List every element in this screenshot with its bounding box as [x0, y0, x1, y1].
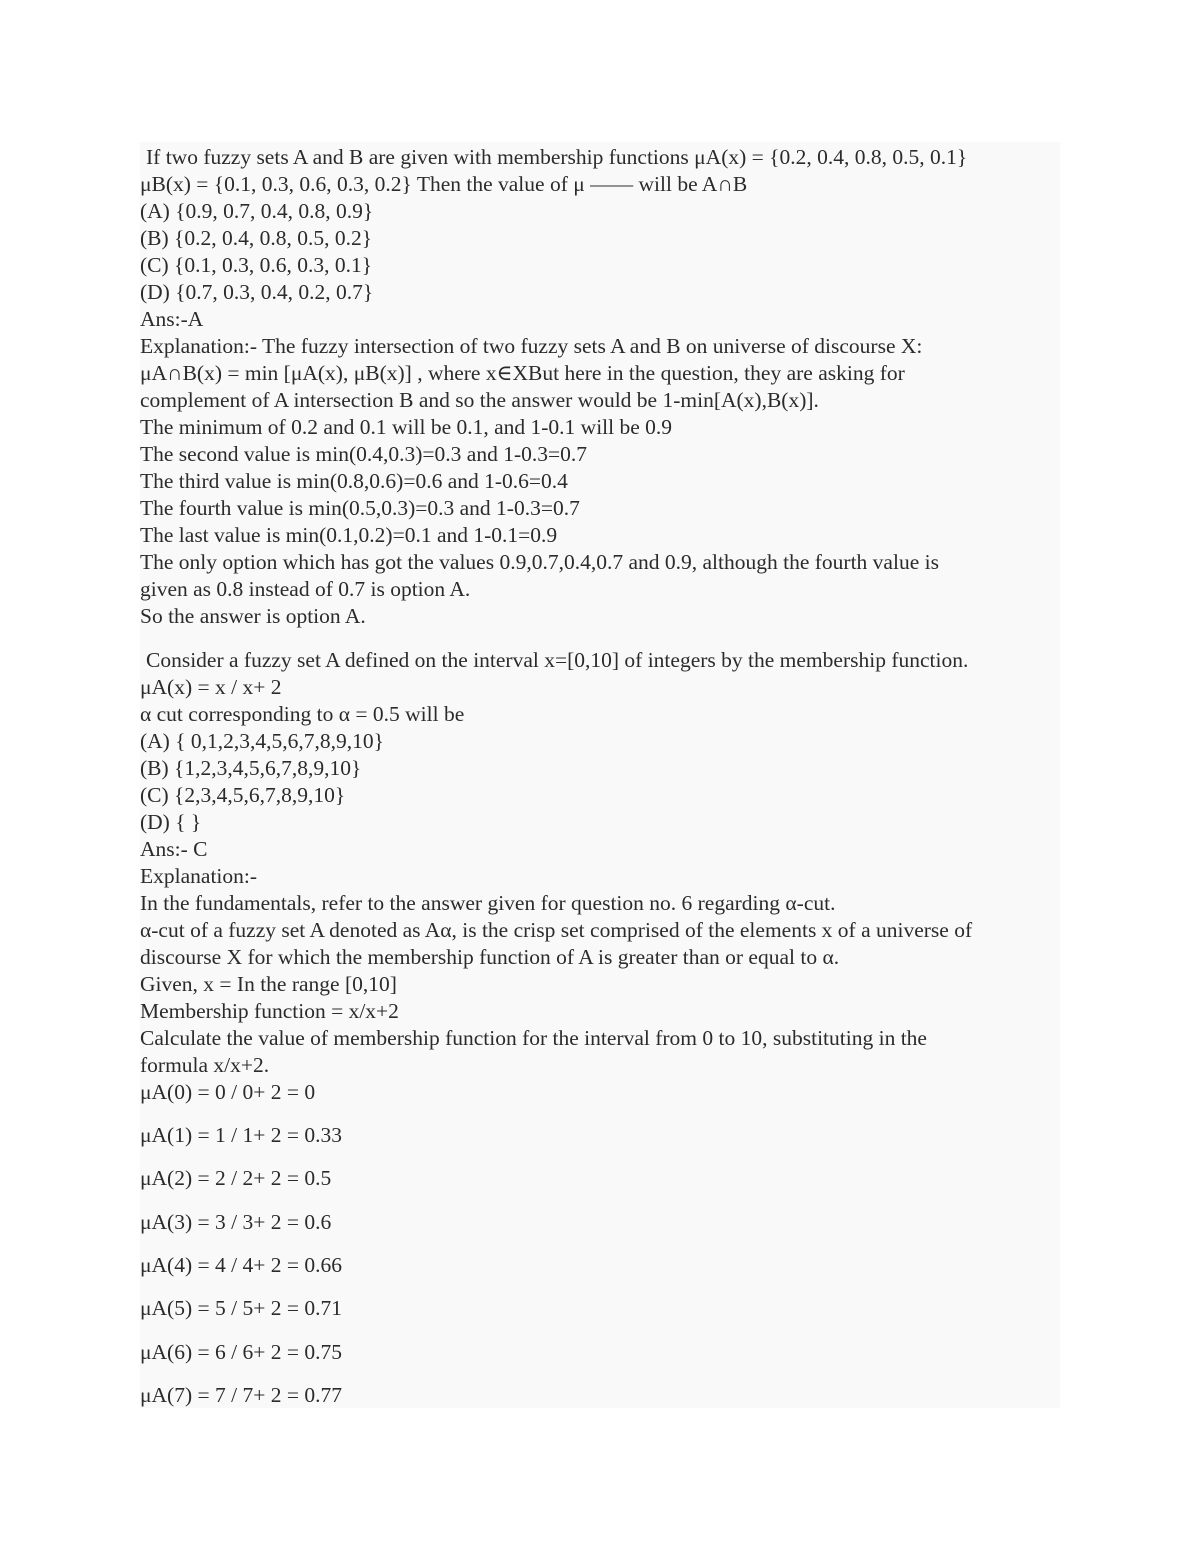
q2-explanation-line: formula x/x+2. — [140, 1053, 270, 1077]
q1-explanation-line: μA∩B(x) = min [μA(x), μB(x)] , where x∈XBut here in the question, they are asking for — [140, 361, 905, 385]
q2-calculation-line: μA(0) = 0 / 0+ 2 = 0 — [140, 1080, 316, 1104]
q1-explanation-line: Explanation:- The fuzzy intersection of two fuzzy sets A and B on universe of discourse X: — [140, 334, 923, 358]
q2-question-line-2: μA(x) = x / x+ 2 — [140, 675, 282, 699]
q2-calculation-line: μA(5) = 5 / 5+ 2 = 0.71 — [140, 1296, 342, 1320]
q2-option-a: (A) { 0,1,2,3,4,5,6,7,8,9,10} — [140, 729, 384, 753]
q1-explanation-line: The third value is min(0.8,0.6)=0.6 and 1-0.6=0.4 — [140, 469, 568, 493]
q1-explanation-line: The second value is min(0.4,0.3)=0.3 and 1-0.3=0.7 — [140, 442, 587, 466]
q2-question-line-3: α cut corresponding to α = 0.5 will be — [140, 702, 465, 726]
q1-explanation-line: complement of A intersection B and so the answer would be 1-min[A(x),B(x)]. — [140, 388, 819, 412]
q1-explanation-line: The only option which has got the values 0.9,0.7,0.4,0.7 and 0.9, although the fourth value is — [140, 550, 939, 574]
q1-explanation-line: given as 0.8 instead of 0.7 is option A. — [140, 577, 471, 601]
q2-option-d: (D) { } — [140, 810, 202, 834]
q2-question-line-1: Consider a fuzzy set A defined on the interval x=[0,10] of integers by the membership function. — [146, 648, 969, 672]
q2-calculation-line: μA(3) = 3 / 3+ 2 = 0.6 — [140, 1210, 332, 1234]
q2-explanation-line: discourse X for which the membership function of A is greater than or equal to α. — [140, 945, 840, 969]
q1-explanation-line: The last value is min(0.1,0.2)=0.1 and 1-0.1=0.9 — [140, 523, 558, 547]
q2-option-b: (B) {1,2,3,4,5,6,7,8,9,10} — [140, 756, 362, 780]
q1-question-line-1: If two fuzzy sets A and B are given with membership functions μA(x) = {0.2, 0.4, 0.8, 0.5, 0.1} — [146, 145, 968, 169]
q2-explanation-line: Calculate the value of membership function for the interval from 0 to 10, substituting in the — [140, 1026, 927, 1050]
q1-option-a: (A) {0.9, 0.7, 0.4, 0.8, 0.9} — [140, 199, 374, 223]
q1-question-line-2: μB(x) = {0.1, 0.3, 0.6, 0.3, 0.2} Then the value of μ —— will be A∩B — [140, 172, 748, 196]
q2-explanation-line: Given, x = In the range [0,10] — [140, 972, 397, 996]
q2-explanation-line: In the fundamentals, refer to the answer given for question no. 6 regarding α-cut. — [140, 891, 836, 915]
q1-option-b: (B) {0.2, 0.4, 0.8, 0.5, 0.2} — [140, 226, 373, 250]
document-content — [140, 142, 1060, 1408]
q2-option-c: (C) {2,3,4,5,6,7,8,9,10} — [140, 783, 346, 807]
q2-explanation-line: α-cut of a fuzzy set A denoted as Aα, is the crisp set comprised of the elements x of a universe of — [140, 918, 973, 942]
q2-calculation-line: μA(4) = 4 / 4+ 2 = 0.66 — [140, 1253, 342, 1277]
q1-option-c: (C) {0.1, 0.3, 0.6, 0.3, 0.1} — [140, 253, 373, 277]
q2-calculation-line: μA(6) = 6 / 6+ 2 = 0.75 — [140, 1340, 342, 1364]
q2-answer: Ans:- C — [140, 837, 208, 861]
q2-calculation-line: μA(2) = 2 / 2+ 2 = 0.5 — [140, 1166, 332, 1190]
q1-answer: Ans:-A — [140, 307, 204, 331]
q1-option-d: (D) {0.7, 0.3, 0.4, 0.2, 0.7} — [140, 280, 374, 304]
q2-calculation-line: μA(1) = 1 / 1+ 2 = 0.33 — [140, 1123, 342, 1147]
q2-explanation-line: Membership function = x/x+2 — [140, 999, 399, 1023]
q2-calculation-line: μA(7) = 7 / 7+ 2 = 0.77 — [140, 1383, 342, 1407]
q1-explanation-line: The fourth value is min(0.5,0.3)=0.3 and 1-0.3=0.7 — [140, 496, 580, 520]
q2-explanation-line: Explanation:- — [140, 864, 258, 888]
q1-explanation-line: The minimum of 0.2 and 0.1 will be 0.1, and 1-0.1 will be 0.9 — [140, 415, 673, 439]
q1-conclusion: So the answer is option A. — [140, 604, 366, 628]
